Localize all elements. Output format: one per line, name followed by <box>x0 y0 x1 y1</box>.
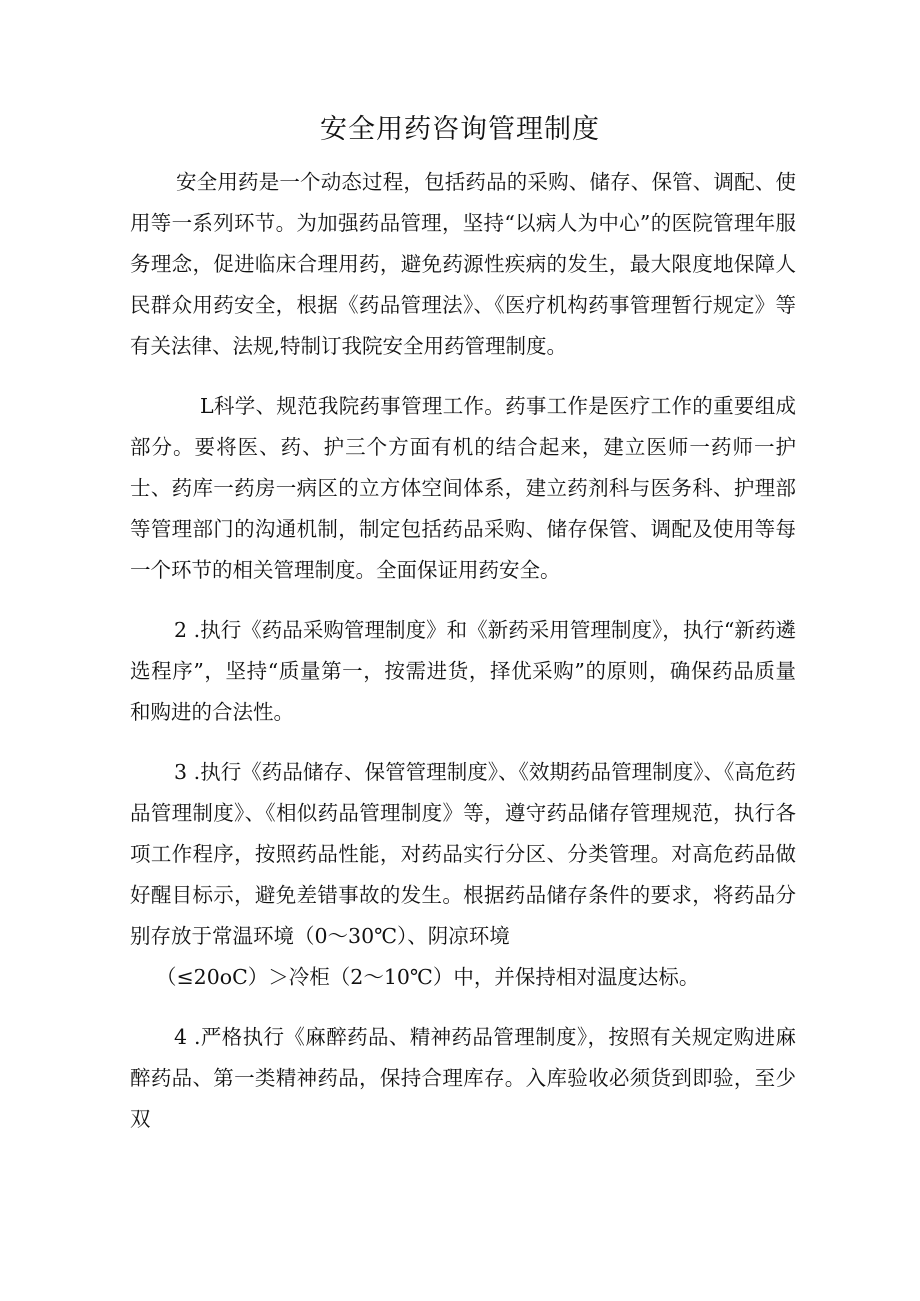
item-3-paragraph: 3 .执行《药品储存、保管管理制度》、《效期药品管理制度》、《高危药品管理制度》、《相似药品管理制度》等，遵守药品储存管理规范，执行各项工作程序，按照药品性能，对药品实行分区、分类管理。对高危药品做好醒目标示，避免差错事故的发生。根据药品储存条件的要求，将药品分别存放于常温环境（0〜30℃）、阴凉环境 <box>130 760 796 948</box>
document-body <box>130 162 796 1140</box>
document-title: 安全用药咨询管理制度 <box>320 114 600 145</box>
item-2-paragraph: 2 .执行《药品采购管理制度》和《新药采用管理制度》，执行“新药遴选程序”，坚持“质量第一，按需进货，择优采购”的原则，确保药品质量和购进的合法性。 <box>130 618 796 724</box>
temperature-line: （≤20oC）＞冷柜（2〜10℃）中，并保持相对温度达标。 <box>156 965 700 989</box>
intro-paragraph: 安全用药是一个动态过程，包括药品的采购、储存、保管、调配、使用等一系列环节。为加强药品管理，坚持“以病人为中心”的医院管理年服务理念，促进临床合理用药，避免药源性疾病的发生，最大限度地保障人民群众用药安全，根据《药品管理法》、《医疗机构药事管理暂行规定》等有关法律、法规,特制订我院安全用药管理制度。 <box>130 170 796 358</box>
item-4-paragraph: 4 .严格执行《麻醉药品、精神药品管理制度》，按照有关规定购进麻醉药品、第一类精神药品，保持合理库存。入库验收必须货到即验，至少双 <box>130 1025 796 1131</box>
item-1-paragraph: L科学、规范我院药事管理工作。药事工作是医疗工作的重要组成部分。要将医、药、护三个方面有机的结合起来，建立医师一药师一护士、药库一药房一病区的立方体空间体系，建立药剂科与医务科、护理部等管理部门的沟通机制，制定包括药品采购、储存保管、调配及使用等每一个环节的相关管理制度。全面保证用药安全。 <box>130 394 796 582</box>
